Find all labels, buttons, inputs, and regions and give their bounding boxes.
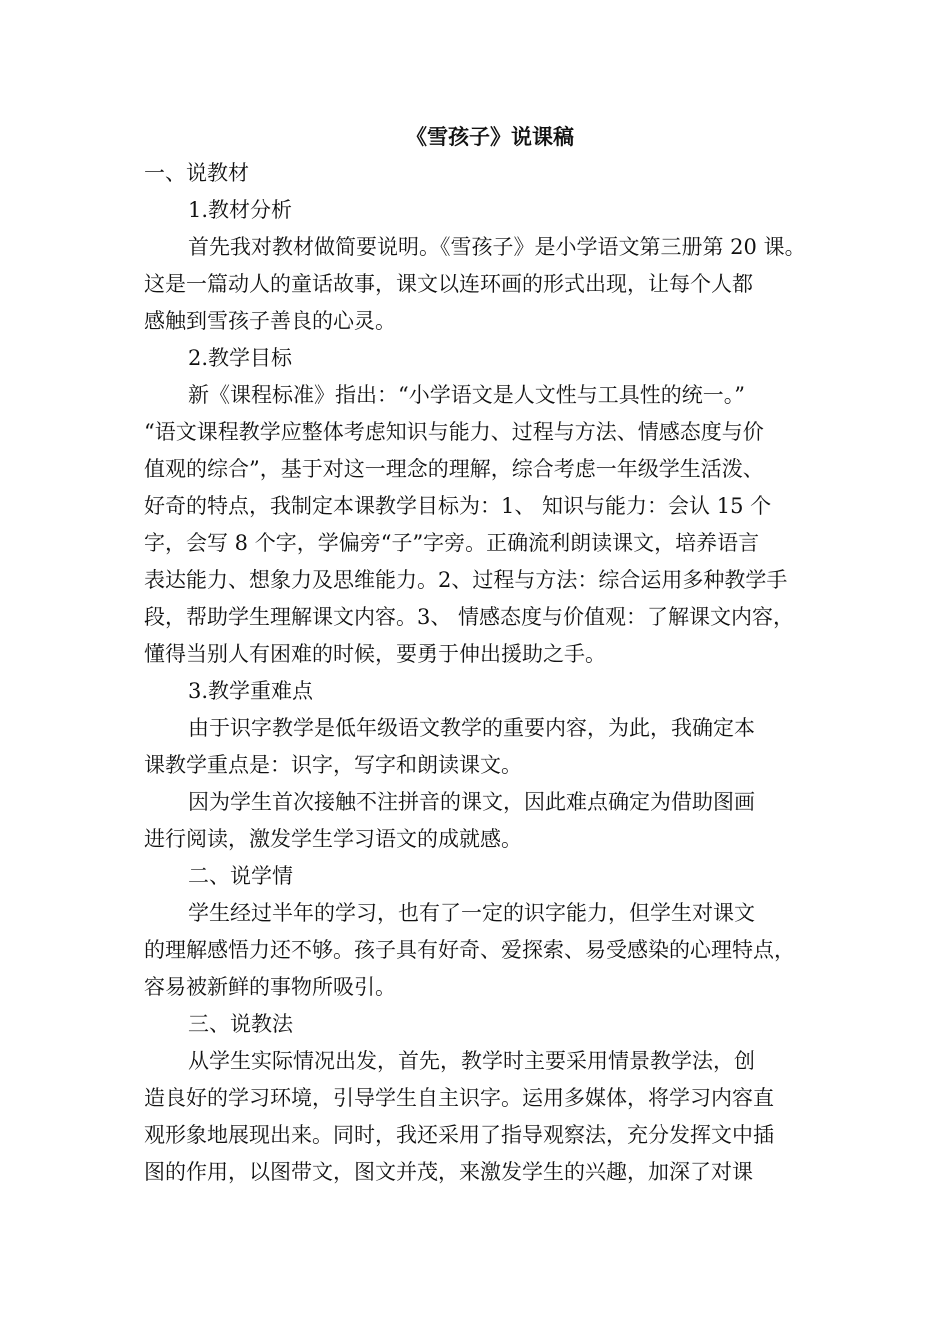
paragraph-line: 表达能力、想象力及思维能力。2、过程与方法：综合运用多种教学手 [144,568,788,592]
document-title: 《雪孩子》说课稿 [406,124,574,149]
paragraph-line: 因为学生首次接触不注拼音的课文，因此难点确定为借助图画 [188,790,755,814]
paragraph-line: 由于识字教学是低年级语文教学的重要内容，为此，我确定本 [188,716,755,740]
paragraph-line: 观形象地展现出来。同时，我还采用了指导观察法，充分发挥文中插 [144,1123,774,1147]
section-heading: 三、说教法 [188,1012,293,1036]
paragraph-line: “语文课程教学应整体考虑知识与能力、过程与方法、情感态度与价 [144,420,764,444]
paragraph-line: 进行阅读，激发学生学习语文的成就感。 [144,827,522,851]
paragraph-line: 图的作用，以图带文，图文并茂，来激发学生的兴趣，加深了对课 [144,1160,753,1184]
section-heading: 二、说学情 [188,864,293,888]
section-heading: 一、说教材 [144,161,249,185]
paragraph-line: 新《课程标准》指出：“小学语文是人文性与工具性的统一。” [188,383,745,407]
paragraph-line: 感触到雪孩子善良的心灵。 [144,309,396,333]
paragraph-line: 学生经过半年的学习，也有了一定的识字能力，但学生对课文 [188,901,755,925]
paragraph-line: 首先我对教材做简要说明。《雪孩子》是小学语文第三册第 20 课。 [188,235,806,259]
paragraph-line: 造良好的学习环境，引导学生自主识字。运用多媒体，将学习内容直 [144,1086,774,1110]
paragraph-line: 好奇的特点，我制定本课教学目标为：1、 知识与能力：会认 15 个 [144,494,772,518]
subsection-heading: 3.教学重难点 [188,679,314,703]
subsection-heading: 1.教材分析 [188,198,293,222]
paragraph-line: 从学生实际情况出发，首先，教学时主要采用情景教学法，创 [188,1049,755,1073]
paragraph-line: 的理解感悟力还不够。孩子具有好奇、爱探索、易受感染的心理特点， [144,938,795,962]
paragraph-line: 课教学重点是：识字，写字和朗读课文。 [144,753,522,777]
paragraph-line: 这是一篇动人的童话故事，课文以连环画的形式出现，让每个人都 [144,272,753,296]
paragraph-line: 懂得当别人有困难的时候，要勇于伸出援助之手。 [144,642,606,666]
paragraph-line: 容易被新鲜的事物所吸引。 [144,975,396,999]
paragraph-line: 段，帮助学生理解课文内容。3、 情感态度与价值观：了解课文内容， [144,605,795,629]
paragraph-line: 值观的综合”，基于对这一理念的理解，综合考虑一年级学生活泼、 [144,457,764,481]
paragraph-line: 字，会写 8 个字，学偏旁“子”字旁。正确流利朗读课文，培养语言 [144,531,760,555]
subsection-heading: 2.教学目标 [188,346,293,370]
